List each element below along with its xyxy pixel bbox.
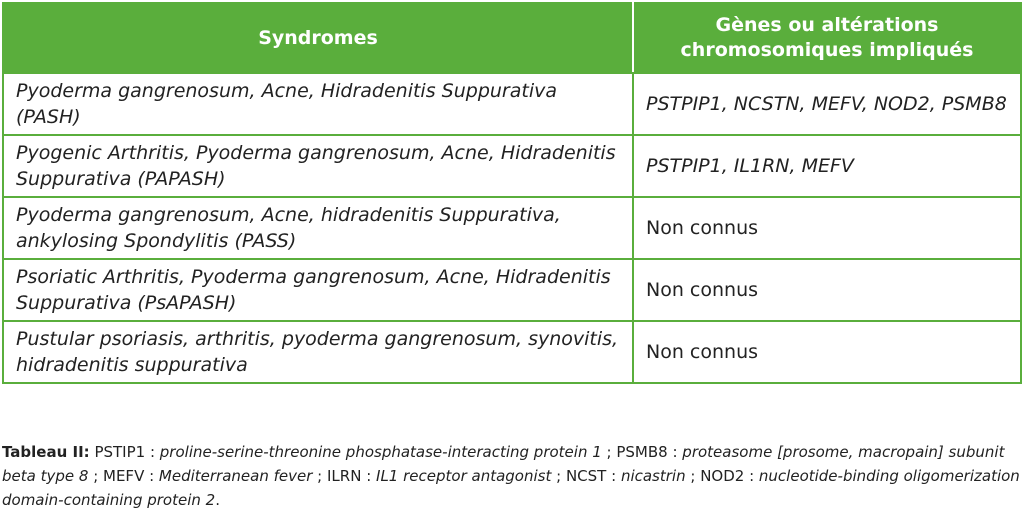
table-row (3, 321, 1021, 383)
caption-def: nicastrin (620, 467, 686, 485)
syndrome-cell: Pyoderma gangrenosum, Acne, hidradenitis Suppurativa, ankylosing Spondylitis (PASS) (3, 197, 633, 259)
syndromes-table (2, 2, 1022, 384)
table-row (3, 135, 1021, 197)
caption-abbr: NCST (565, 467, 607, 485)
caption-label: Tableau II: (2, 443, 90, 461)
caption-def: Mediterranean fever (158, 467, 313, 485)
caption-abbr: ILRN (327, 467, 362, 485)
genes-cell: Non connus (633, 197, 1021, 259)
syndrome-cell: Pyogenic Arthritis, Pyoderma gangrenosum, Acne, Hidradenitis Suppurativa (PAPASH) (3, 135, 633, 197)
genes-cell: PSTPIP1, NCSTN, MEFV, NOD2, PSMB8 (633, 73, 1021, 135)
caption-abbr: NOD2 (700, 467, 745, 485)
table-row (3, 259, 1021, 321)
genes-cell: PSTPIP1, IL1RN, MEFV (633, 135, 1021, 197)
genes-cell: Non connus (633, 321, 1021, 383)
syndrome-cell: Pyoderma gangrenosum, Acne, Hidradenitis Suppurativa (PASH) (3, 73, 633, 135)
caption-abbr: PSTIP1 (94, 443, 146, 461)
caption-def: IL1 receptor antagonist (376, 467, 552, 485)
genes-cell: Non connus (633, 259, 1021, 321)
syndrome-cell: Pustular psoriasis, arthritis, pyoderma gangrenosum, synovitis, hidradenitis suppurativa (3, 321, 633, 383)
caption-def: proline-serine-threonine phosphatase-interacting protein 1 (159, 443, 602, 461)
header-syndromes: Syndromes (3, 3, 633, 73)
caption-def: nucleotide-binding oligomerization domain-containing protein 2 (2, 467, 1020, 509)
header-genes: Gènes ou altérations chromosomiques impliqués (633, 3, 1021, 73)
table-caption: Tableau II: PSTIP1 : proline-serine-threonine phosphatase-interacting protein 1 ; PSMB8 : proteasome [prosome, macropain] subunit beta type 8 ; MEFV : Mediterranean fever ; ILRN : IL1 receptor antagonist ; NCST : nicastrin ; NOD2 : nucleotide-binding oligomerization domain-containing protein 2. (2, 443, 1020, 509)
table-row (3, 73, 1021, 135)
caption-abbr: PSMB8 (616, 443, 668, 461)
table-header-row (3, 3, 1021, 73)
syndrome-cell: Psoriatic Arthritis, Pyoderma gangrenosum, Acne, Hidradenitis Suppurativa (PsAPASH) (3, 259, 633, 321)
caption-def: proteasome [prosome, macropain] subunit beta type 8 (2, 443, 1005, 485)
caption-abbr: MEFV (103, 467, 145, 485)
table-row (3, 197, 1021, 259)
